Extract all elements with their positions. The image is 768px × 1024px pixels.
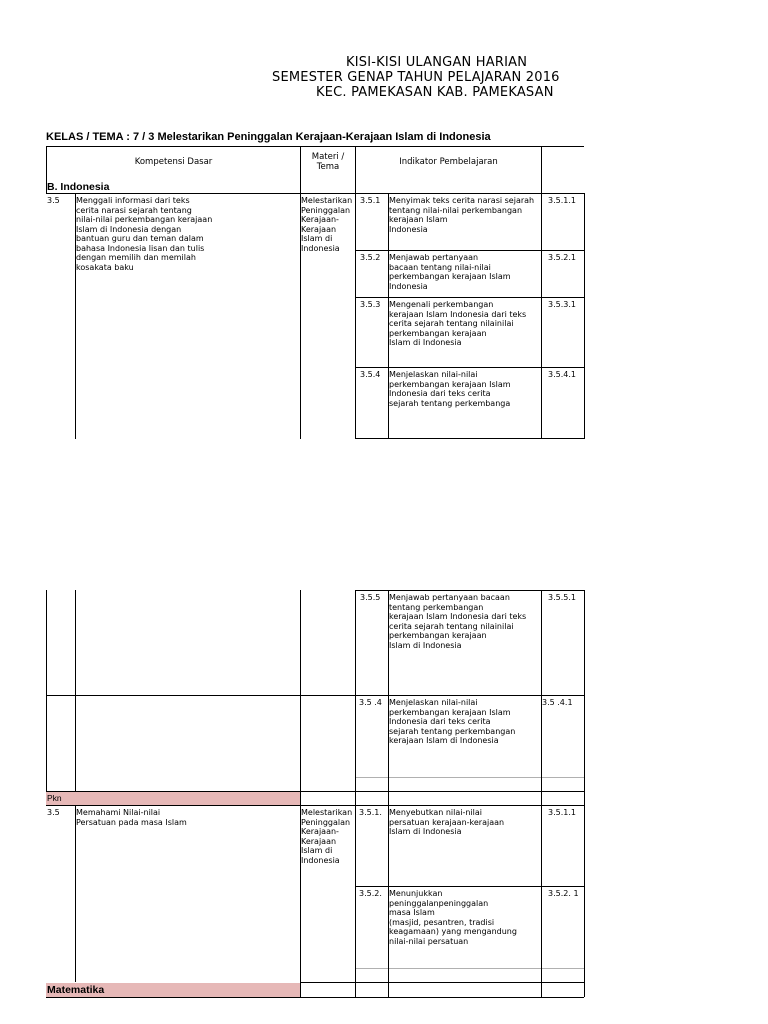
indicator-code: 3.5.5.1 — [548, 593, 576, 602]
grid-line — [355, 777, 584, 778]
grid-line — [355, 968, 584, 969]
indicator-code: 3.5 .4.1 — [542, 698, 573, 707]
indicator-number: 3.5.5 — [360, 593, 381, 602]
kelas-tema-label: KELAS / TEMA : 7 / 3 Melestarikan Peninggalan Kerajaan-Kerajaan Islam di Indonesia — [46, 131, 491, 143]
indicator-code: 3.5.1.1 — [548, 808, 576, 817]
indicator-text: Mengenali perkembangan kerajaan Islam Indonesia dari teks cerita sejarah tentang nilainilai perkembangan kerajaan Islam di Indonesia — [389, 300, 527, 347]
grid-line — [46, 805, 584, 806]
grid-line — [355, 250, 584, 251]
grid-line — [541, 193, 542, 439]
grid-line — [46, 695, 584, 696]
grid-line — [541, 146, 542, 193]
grid-line — [355, 590, 584, 591]
grid-line — [46, 590, 47, 791]
indicator-number: 3.5.1. — [359, 808, 382, 817]
grid-line — [75, 590, 76, 791]
grid-line — [46, 146, 584, 147]
grid-line — [355, 146, 356, 193]
kd-text: Memahami Nilai-nilai Persatuan pada masa Islam — [76, 808, 187, 827]
doc-title-line2: SEMESTER GENAP TAHUN PELAJARAN 2016 — [272, 70, 560, 85]
grid-line — [355, 438, 584, 439]
indicator-text: Menjelaskan nilai-nilai perkembangan kerajaan Islam Indonesia dari teks cerita sejarah tentang perkembanga — [389, 370, 511, 408]
grid-line — [75, 805, 76, 982]
kd-number: 3.5 — [47, 196, 60, 205]
header-indikator: Indikator Pembelajaran — [399, 157, 498, 167]
indicator-number: 3.5 .4 — [359, 698, 382, 707]
doc-title-line3: KEC. PAMEKASAN KAB. PAMEKASAN — [316, 85, 554, 100]
kd-text: Menggali informasi dari teks cerita narasi sejarah tentang nilai-nilai perkembangan kerajaan Islam di Indonesia dengan bantuan guru dan teman dalam bahasa Indonesia lisan dan tulis dengan memilih dan memilah kosakata baku — [76, 196, 213, 272]
indicator-code: 3.5.1.1 — [548, 196, 576, 205]
grid-line — [584, 590, 585, 997]
grid-line — [541, 590, 542, 997]
indicator-text: Menyebutkan nilai-nilai persatuan kerajaan-kerajaan Islam di Indonesia — [389, 808, 505, 836]
grid-line — [300, 590, 301, 997]
indicator-text: Menjelaskan nilai-nilai perkembangan kerajaan Islam Indonesia dari teks cerita sejarah tentang perkembangan kerajaan Islam di Indonesia — [389, 698, 516, 745]
grid-line — [355, 297, 584, 298]
grid-line — [355, 590, 356, 997]
doc-title-line1: KISI-KISI ULANGAN HARIAN — [346, 55, 528, 70]
header-kompetensi-dasar: Kompetensi Dasar — [134, 157, 213, 167]
indicator-code: 3.5.3.1 — [548, 300, 576, 309]
indicator-code: 3.5.2. 1 — [548, 889, 579, 898]
materi-text: Melestarikan Peninggalan Kerajaan- Kerajaan Islam di Indonesia — [301, 808, 353, 865]
grid-line — [584, 193, 585, 439]
section-pkn-highlight — [46, 792, 300, 805]
grid-line — [46, 997, 584, 998]
indicator-text: Menjawab pertanyaan bacaan tentang nilai-nilai perkembangan kerajaan Islam Indonesia — [389, 253, 511, 291]
section-pkn: Pkn — [47, 793, 62, 803]
grid-line — [355, 193, 356, 439]
indicator-code: 3.5.2.1 — [548, 253, 576, 262]
section-b-indonesia: B. Indonesia — [47, 181, 110, 193]
indicator-text: Menunjukkan peninggalanpeninggalan masa Islam (masjid, pesantren, tradisi keagamaan) yang mengandung nilai-nilai persatuan — [389, 889, 517, 946]
indicator-text: Menjawab pertanyaan bacaan tentang perkembangan kerajaan Islam Indonesia dari teks cerita sejarah tentang nilainilai perkembangan kerajaan Islam di Indonesia — [389, 593, 527, 650]
indicator-number: 3.5.2 — [360, 253, 381, 262]
indicator-number: 3.5.2. — [359, 889, 382, 898]
indicator-text: Menyimak teks cerita narasi sejarah tentang nilai-nilai perkembangan kerajaan Islam Indonesia — [389, 196, 535, 234]
grid-line — [355, 367, 584, 368]
indicator-number: 3.5.4 — [360, 370, 381, 379]
indicator-code: 3.5.4.1 — [548, 370, 576, 379]
indicator-number: 3.5.3 — [360, 300, 381, 309]
kd-number: 3.5 — [47, 808, 60, 817]
grid-line — [46, 193, 584, 194]
materi-text: Melestarikan Peninggalan Kerajaan- Kerajaan Islam di Indonesia — [301, 196, 353, 253]
grid-line — [355, 886, 584, 887]
section-matematika: Matematika — [47, 984, 105, 996]
header-materi-tema: Materi / Tema — [311, 152, 345, 172]
indicator-number: 3.5.1 — [360, 196, 381, 205]
